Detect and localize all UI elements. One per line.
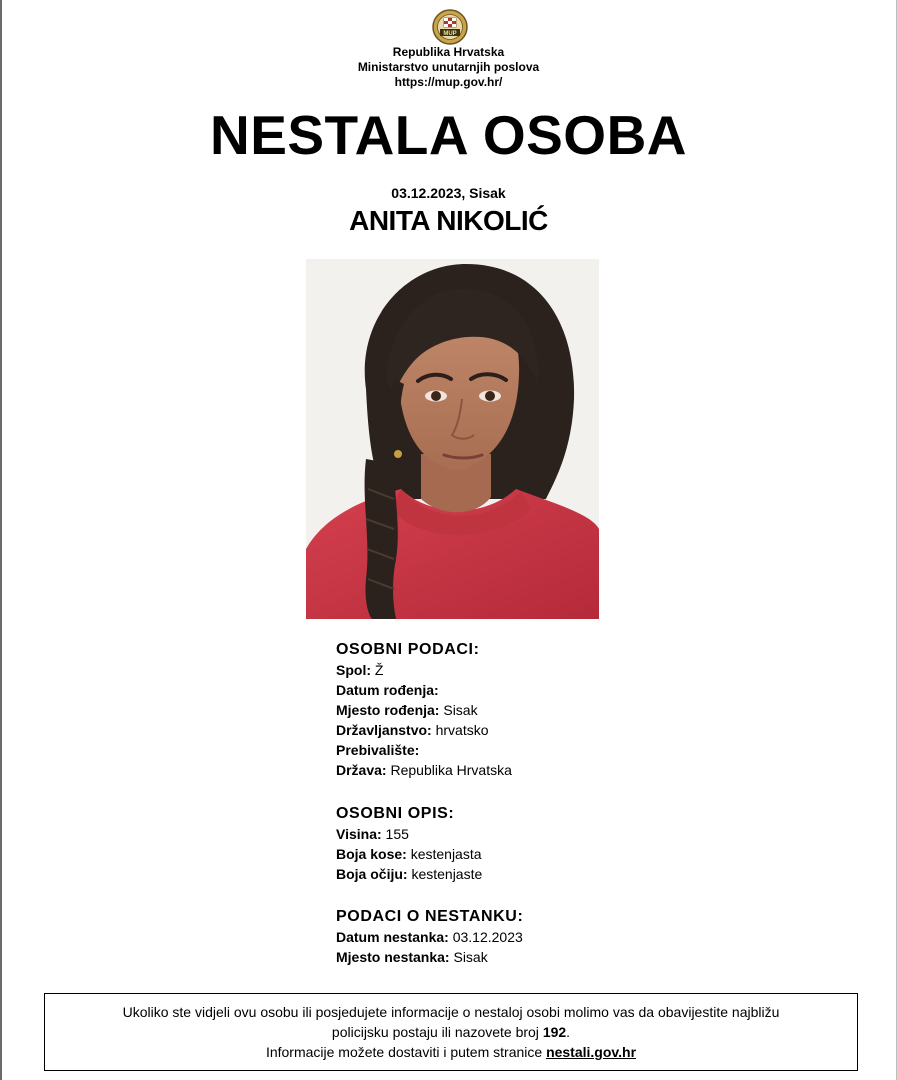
phone-number: 192 — [542, 1024, 567, 1040]
data-row — [336, 760, 512, 780]
field-label: Spol: — [336, 662, 371, 678]
header-ministry: Ministarstvo unutarnjih poslova — [357, 60, 540, 74]
notice-text: policijsku postaju ili nazovete broj — [331, 1024, 539, 1040]
logo-text: MUP — [443, 30, 457, 37]
section-title: PODACI O NESTANKU: — [336, 908, 524, 925]
contact-notice — [44, 993, 858, 1071]
data-row — [336, 720, 512, 740]
poster-title: NESTALA OSOBA — [209, 104, 688, 166]
field-label: Datum rođenja: — [336, 682, 439, 698]
field-label: Boja očiju: — [336, 866, 408, 882]
header-url: https://mup.gov.hr/ — [394, 75, 503, 89]
data-row — [336, 824, 482, 844]
field-value: kestenjasta — [410, 846, 482, 862]
field-value: Sisak — [443, 702, 478, 718]
ministry-logo — [431, 8, 469, 46]
field-value: Ž — [374, 662, 384, 678]
description-section — [336, 804, 482, 884]
field-label: Datum nestanka: — [336, 929, 449, 945]
notice-line — [45, 1042, 857, 1062]
data-row — [336, 927, 523, 947]
field-value: Sisak — [453, 949, 488, 965]
field-label: Mjesto rođenja: — [336, 702, 440, 718]
data-row — [336, 700, 512, 720]
field-value: 03.12.2023 — [452, 929, 523, 945]
header-country: Republika Hrvatska — [392, 45, 505, 59]
field-value: kestenjaste — [411, 866, 483, 882]
field-value: hrvatsko — [435, 722, 489, 738]
data-row — [336, 680, 512, 700]
notice-text: Informacije možete dostaviti i putem stranice — [265, 1044, 543, 1060]
data-row — [336, 844, 482, 864]
section-title: OSOBNI PODACI: — [336, 641, 480, 658]
field-value: 155 — [385, 826, 409, 842]
field-label: Prebivalište: — [336, 742, 420, 758]
field-label: Mjesto nestanka: — [336, 949, 450, 965]
field-label: Visina: — [336, 826, 382, 842]
notice-line — [45, 1022, 857, 1042]
date-place: 03.12.2023, Sisak — [391, 185, 506, 201]
data-row — [336, 864, 482, 884]
data-row — [336, 740, 512, 760]
notice-text: . — [566, 1024, 571, 1040]
notice-line: Ukoliko ste vidjeli ovu osobu ili posjedujete informacije o nestaloj osobi molimo vas da obavijestite najbližu — [122, 1004, 780, 1020]
personal-data-section — [336, 640, 512, 780]
field-label: Državljanstvo: — [336, 722, 432, 738]
website-link[interactable]: nestali.gov.hr — [546, 1044, 637, 1060]
disappearance-section — [336, 907, 523, 967]
person-photo — [306, 259, 599, 619]
field-label: Država: — [336, 762, 387, 778]
data-row — [336, 660, 512, 680]
data-row — [336, 947, 523, 967]
person-name: ANITA NIKOLIĆ — [349, 205, 548, 236]
section-title: OSOBNI OPIS: — [336, 805, 455, 822]
field-label: Boja kose: — [336, 846, 407, 862]
field-value: Republika Hrvatska — [390, 762, 512, 778]
